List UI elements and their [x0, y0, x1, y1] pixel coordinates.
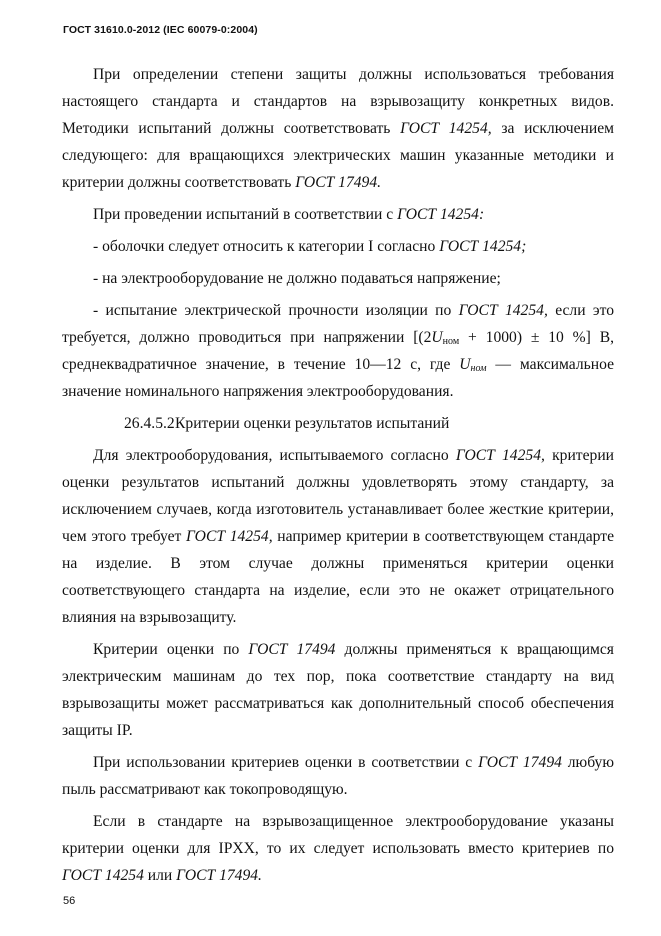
list-item-enclosure-category: - оболочки следует относить к категории I согласно ГОСТ 14254; — [93, 238, 527, 255]
list-item-no-voltage: - на электрооборудование не должно подаваться напряжение; — [93, 270, 501, 287]
section-heading — [62, 410, 614, 437]
paragraph-evaluation-criteria: Для электрооборудования, испытываемого согласно ГОСТ 14254, критерии оценки результатов испытаний должны удовлетворять этому стандарту, за исключением случаев, когда изготовитель устанавливает более жесткие критерии, чем этого требует ГОСТ 14254, например критерии в соответствующем стандарте на изделие. В этом случае должны применяться критерии оценки соответствующего стандарта на изделие, если это не окажет отрицательного влияния на взрывозащиту. — [62, 447, 615, 626]
reference-gost-17494: ГОСТ 17494. — [176, 867, 262, 884]
paragraph-rotating-machines: Критерии оценки по ГОСТ 17494 должны применяться к вращающимся электрическим машинам до тех пор, пока соответствие стандарту на вид взрывозащиты может рассматриваться как дополнительный способ обеспечения защиты IP. — [62, 641, 614, 739]
paragraph-tests-intro: При проведении испытаний в соответствии с ГОСТ 14254: — [93, 206, 485, 223]
list-item-insulation-test: - испытание электрической прочности изоляции по ГОСТ 14254, если это требуется, должно проводиться при напряжении [$(2U_{ном} + 1000) \pm 10$ %] В, среднеквадратичное значение, в течение 10—12 с, где $U_{ном}$ — максимальное значение номинального напряжения электрооборудования. — [62, 302, 615, 400]
section-number: 26.4.5.2 — [124, 415, 175, 432]
page-number: 56 — [63, 895, 76, 907]
reference-gost-14254: ГОСТ 14254, — [186, 528, 273, 545]
reference-gost-14254: ГОСТ 14254, — [400, 120, 492, 137]
reference-gost-14254: ГОСТ 14254 — [62, 867, 144, 884]
reference-gost-14254: ГОСТ 14254, — [458, 302, 548, 319]
document-body — [62, 61, 614, 894]
paragraph-ipxx-criteria: Если в стандарте на взрывозащищенное электрооборудование указаны критерии оценки для IPXX, то их следует использовать вместо критериев по ГОСТ 14254 или ГОСТ 17494. — [62, 813, 614, 884]
paragraph-protection-requirements: При определении степени защиты должны использоваться требования настоящего стандарта и стандартов на взрывозащиту конкретных видов. Методики испытаний должны соответствовать ГОСТ 14254, за исключением следующего: для вращающихся электрических машин указанные методики и критерии должны соответствовать ГОСТ 17494. — [62, 66, 615, 191]
reference-gost-14254: ГОСТ 14254; — [439, 238, 527, 255]
reference-gost-17494: ГОСТ 17494 — [248, 641, 336, 658]
section-title: Критерии оценки результатов испытаний — [175, 415, 450, 432]
reference-gost-14254: ГОСТ 14254: — [397, 206, 485, 223]
paragraph-conductive-dust: При использовании критериев оценки в соответствии с ГОСТ 17494 любую пыль рассматривают как токопроводящую. — [62, 754, 614, 798]
reference-gost-17494: ГОСТ 17494. — [295, 174, 382, 191]
document-header: ГОСТ 31610.0-2012 (IEC 60079-0:2004) — [63, 24, 258, 36]
reference-gost-17494: ГОСТ 17494 — [478, 754, 562, 771]
reference-gost-14254: ГОСТ 14254, — [455, 447, 545, 464]
